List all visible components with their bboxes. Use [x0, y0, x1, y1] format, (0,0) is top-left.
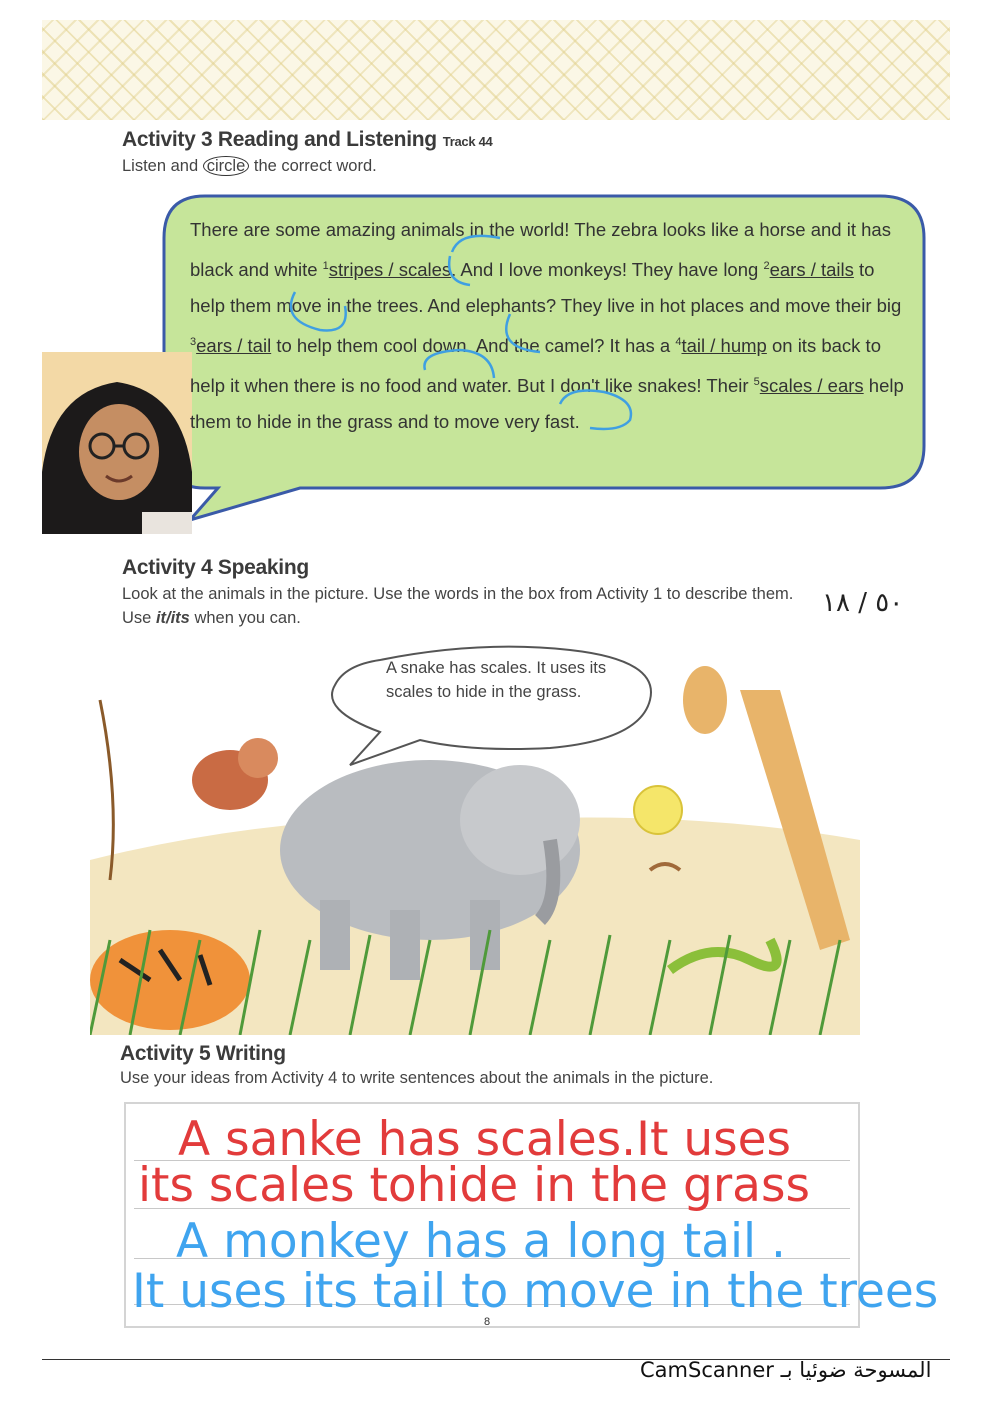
activity5-instruction: Use your ideas from Activity 4 to write sentences about the animals in the picture. [120, 1069, 714, 1087]
choice-1[interactable]: stripes / scales [328, 259, 452, 281]
track-label: Track 44 [442, 134, 493, 149]
tiger-figure [90, 930, 250, 1030]
instruction-post: the correct word. [253, 157, 377, 175]
instruction-circled-word: circle [203, 156, 250, 176]
writing-area[interactable] [124, 1102, 939, 1328]
activity5-title: Activity 5 Writing [120, 1042, 286, 1065]
activity3-title-text: Activity 3 Reading and Listening [122, 128, 437, 151]
written-line-3: A monkey has a long tail . [176, 1214, 786, 1269]
reading-passage: There are some amazing animals in the world! The zebra looks like a horse and it has black and white $^1$stripes / scales. And I love monkeys! They have long $^2$ears / tails to help them move in the trees. And elephants? They live in hot places and move their big $^3$ears / tail to help them cool down. And the camel? It has a $^4$tail / hump on its back to help it when there is no food and water. But I don't like snakes! Their $^5$scales / ears help them to hide in the grass and to move very fast. [190, 219, 904, 433]
written-line-1: A sanke has scales.It uses [178, 1112, 792, 1167]
choice-2[interactable]: ears / tails [769, 259, 854, 281]
scene-speech-bubble-text: A snake has scales. It uses its scales to hide in the grass. [386, 659, 607, 701]
choice-5[interactable]: scales / ears [759, 375, 864, 397]
instruction-pre: Listen and [122, 157, 199, 175]
page-number: 8 [484, 1316, 491, 1328]
written-line-2: its scales tohide in the grass [138, 1158, 810, 1213]
activity4-title: Activity 4 Speaking [122, 556, 309, 579]
written-line-4: It uses its tail to move in the trees [132, 1268, 939, 1315]
activity4-instruction: Look at the animals in the picture. Use the words in the box from Activity 1 to describe them. Use it/its when you can. [122, 585, 794, 627]
choice-3[interactable]: ears / tail [196, 335, 272, 357]
pen-circle-marks [0, 0, 992, 560]
handwritten-grade: ٥٠ / ١٨ [822, 588, 904, 618]
camscanner-watermark: CamScanner المسوحة ضوئيا بـ [640, 1358, 932, 1382]
choice-4[interactable]: tail / hump [681, 335, 767, 357]
